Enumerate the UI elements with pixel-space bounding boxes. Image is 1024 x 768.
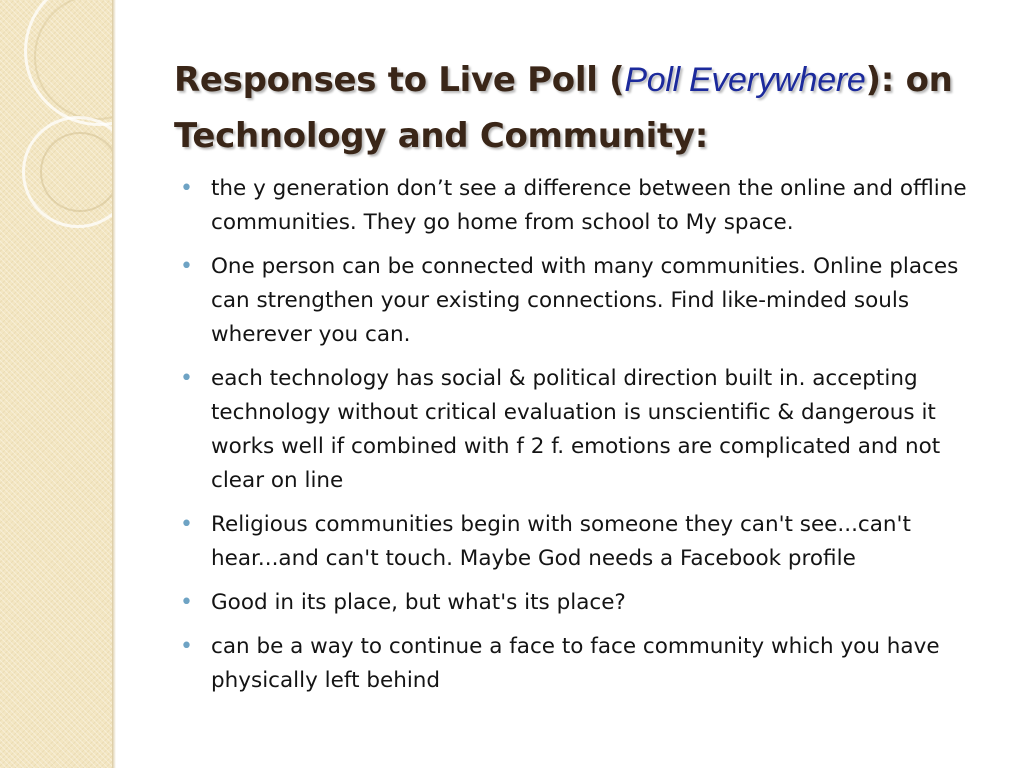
decorative-ring xyxy=(40,132,112,212)
bullet-item xyxy=(176,586,996,620)
slide-title xyxy=(174,52,994,164)
bullet-item xyxy=(176,250,996,352)
title-text-end: ): on Technology and Community: xyxy=(174,60,953,156)
bullet-item xyxy=(176,630,996,698)
poll-everywhere-link[interactable]: Poll Everywhere xyxy=(624,61,866,99)
side-panel-edge xyxy=(112,0,116,768)
decorative-side-panel xyxy=(0,0,112,768)
title-text-start: Responses to Live Poll ( xyxy=(174,60,625,100)
bullet-icon: • xyxy=(180,366,193,391)
bullet-icon: • xyxy=(180,634,193,659)
bullet-item xyxy=(176,172,996,240)
bullet-icon: • xyxy=(180,590,193,615)
bullet-icon: • xyxy=(180,254,193,279)
bullet-text: the y generation don’t see a difference between the online and offline communities. They go home from school to My space. xyxy=(211,176,967,235)
bullet-list xyxy=(176,172,996,708)
bullet-text: Religious communities begin with someone they can't see...can't hear...and can't touch. Maybe God needs a Facebook profile xyxy=(211,512,911,571)
bullet-text: Good in its place, but what's its place? xyxy=(211,590,626,615)
bullet-text: One person can be connected with many communities. Online places can strengthen your existing connections. Find like-minded souls wherever you can. xyxy=(211,254,959,347)
bullet-icon: • xyxy=(180,176,193,201)
bullet-icon: • xyxy=(180,512,193,537)
bullet-item xyxy=(176,362,996,498)
bullet-text: can be a way to continue a face to face community which you have physically left behind xyxy=(211,634,940,693)
bullet-text: each technology has social & political direction built in. accepting technology without critical evaluation is unscientific & dangerous it works well if combined with f 2 f. emotions are complicated and not clear on line xyxy=(211,366,941,493)
bullet-item xyxy=(176,508,996,576)
